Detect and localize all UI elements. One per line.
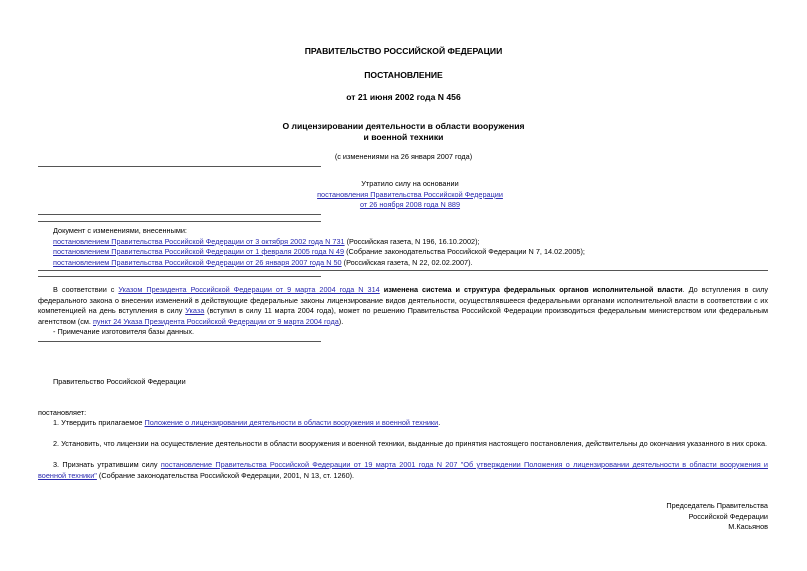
regulation-link[interactable]: Положение о лицензировании деятельности в области вооружения и военной техники [144, 418, 439, 427]
signature-position: Председатель Правительства [666, 501, 768, 510]
change-source: (Российская газета, N 22, 02.02.2007). [341, 257, 473, 267]
item-text: 2. Установить, что лицензии на осуществление деятельности в области вооружения и военной техники, выданные до принятия настоящего постановления, действительны до окончания указанного в них срока. [53, 439, 768, 448]
repeal-notice [280, 179, 540, 211]
item-text: . [438, 418, 441, 427]
item-2 [38, 439, 768, 450]
signature-name: М.Касьянов [728, 522, 768, 531]
change-link[interactable]: постановлением Правительства Российской Федерации от 1 февраля 2005 года N 49 [53, 247, 345, 256]
signature-position-cont: Российской Федерации [688, 511, 768, 521]
issuer-heading: ПРАВИТЕЛЬСТВО РОССИЙСКОЙ ФЕДЕРАЦИИ [304, 46, 503, 56]
separator-rule [38, 214, 321, 215]
document-title-line-2: и военной техники [363, 132, 444, 142]
change-item [38, 247, 768, 258]
document-type: ПОСТАНОВЛЕНИЕ [364, 70, 443, 80]
change-item [38, 237, 768, 248]
separator-rule [38, 270, 768, 271]
note-link-decree[interactable]: Указа [185, 306, 205, 315]
repeal-line: Утратило силу на основании [361, 179, 459, 188]
item-text: (Собрание законодательства Российской Федерации, 2001, N 13, ст. 1260). [96, 470, 355, 480]
item-text: 3. Признать утратившим силу [53, 460, 161, 469]
note-text: (вступил в силу 11 марта 2004 года), может по решению Правительства Российской Федерации производиться федеральным министерством или федеральным агентством (см. [38, 306, 768, 326]
change-source: (Собрание законодательства Российской Федерации N 7, 14.02.2005); [344, 247, 585, 256]
document-title-line-1: О лицензировании деятельности в области вооружения [282, 121, 525, 131]
signature-block [518, 501, 768, 533]
separator-rule [38, 221, 321, 222]
separator-rule [38, 166, 321, 167]
repealed-decree-link[interactable]: постановление Правительства Российской Федерации от 19 марта 2001 года N 207 "Об утверждении Положения о лицензировании деятельности в области вооружения и военной техники" [38, 460, 768, 480]
editor-note-attribution: - Примечание изготовителя базы данных. [53, 327, 195, 336]
change-link[interactable]: постановлением Правительства Российской Федерации от 26 января 2007 года N 50 [53, 257, 342, 267]
separator-rule [38, 341, 321, 342]
repeal-link-date[interactable]: от 26 ноября 2008 года N 889 [359, 200, 461, 209]
amendment-note: (с изменениями на 26 января 2007 года) [334, 152, 473, 161]
document-date-number: от 21 июня 2002 года N 456 [346, 92, 461, 102]
note-text: ). [338, 316, 344, 326]
item-3 [38, 460, 768, 481]
note-text: . До вступления в силу федерального закона о внесении изменений в действующие федеральные законы лицензирование видов деятельности, осуществлявшееся федеральными органами исполнительной власти в соответствии с их компетенцией на день вступления в силу [38, 285, 768, 315]
separator-rule [38, 276, 321, 277]
note-text: В соответствии с [53, 285, 119, 294]
item-1 [38, 418, 768, 429]
note-link-decree-314[interactable]: Указом Президента Российской Федерации от 9 марта 2004 года N 314 [118, 285, 380, 294]
government-line: Правительство Российской Федерации [53, 377, 186, 386]
editor-note [38, 285, 768, 338]
note-bold-text: изменена система и структура федеральных органов исполнительной власти [379, 285, 683, 294]
repeal-link-decree[interactable]: постановления Правительства Российской Федерации [317, 189, 503, 199]
change-source: (Российская газета, N 196, 16.10.2002); [344, 236, 480, 246]
note-link-clause-24[interactable]: пункт 24 Указа Президента Российской Федерации от 9 марта 2004 года [92, 316, 339, 326]
change-item [38, 258, 768, 269]
change-link[interactable]: постановлением Правительства Российской Федерации от 3 октября 2002 года N 731 [53, 236, 345, 246]
item-text: 1. Утвердить прилагаемое [53, 418, 145, 427]
editor-note-paragraph [38, 285, 768, 327]
changes-intro: Документ с изменениями, внесенными: [53, 226, 187, 235]
changes-block [38, 226, 768, 268]
resolves-line: постановляет: [38, 408, 87, 417]
